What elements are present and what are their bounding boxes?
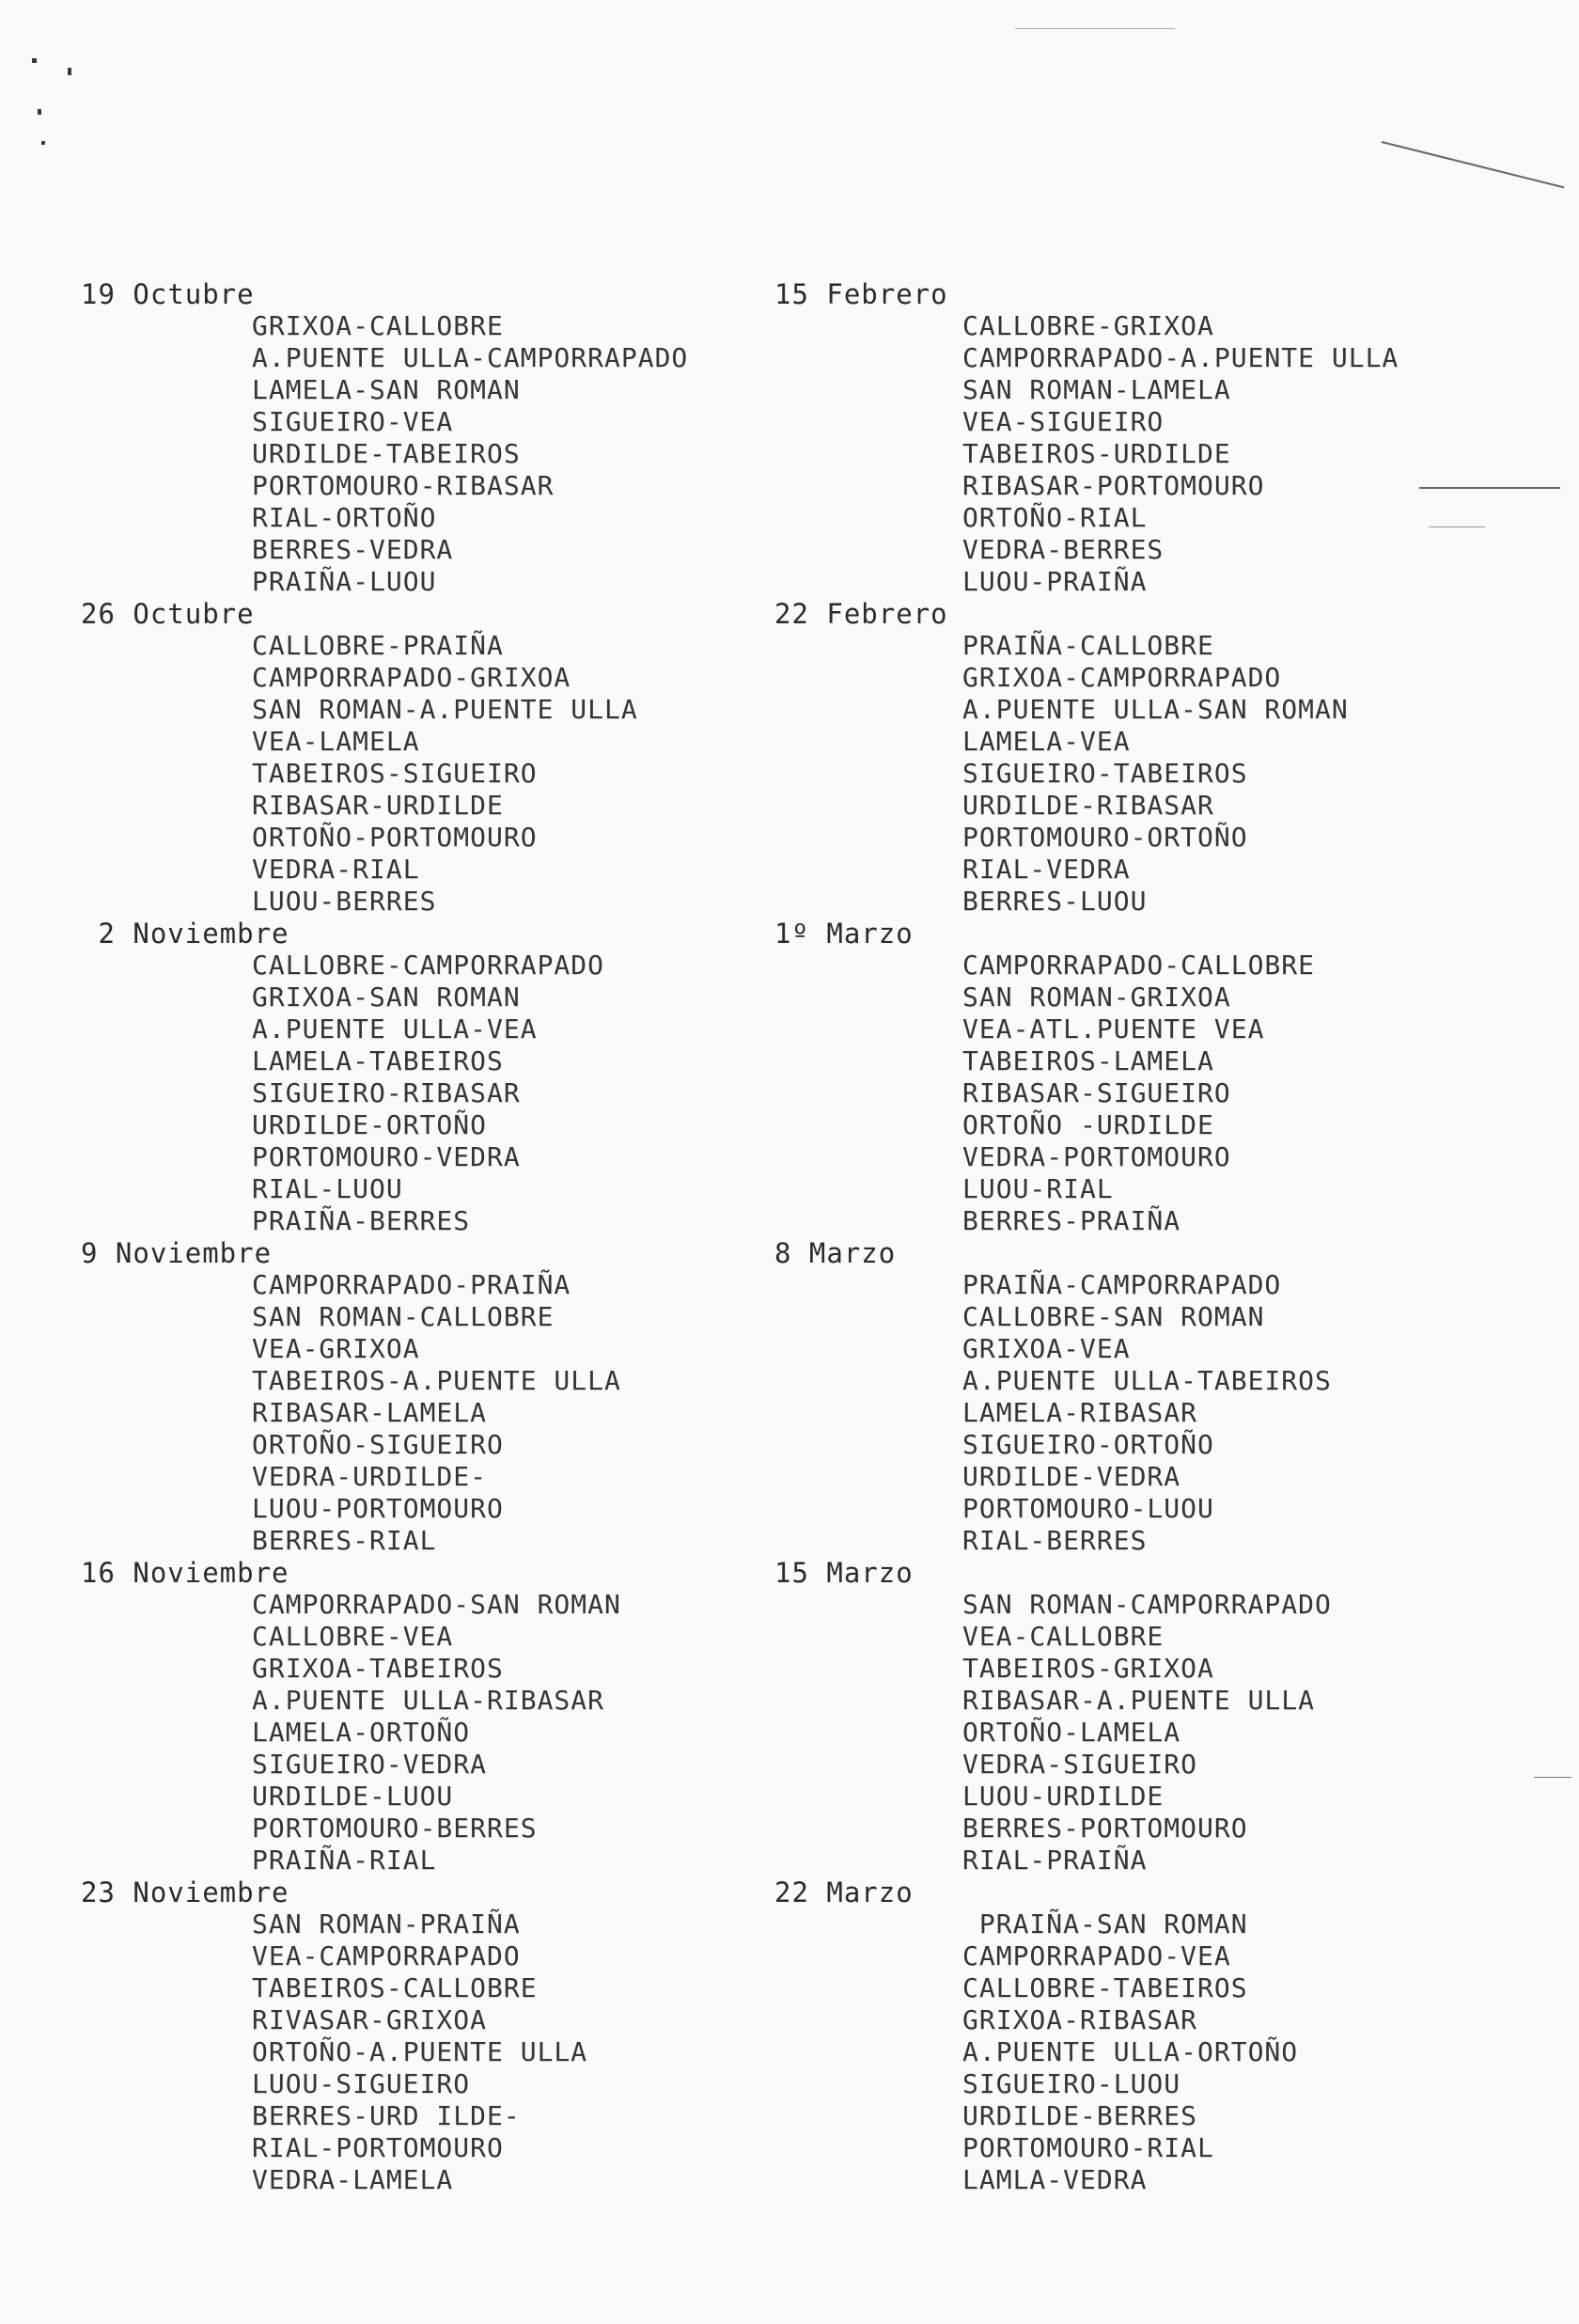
match-line: GRIXOA-CAMPORRAPADO [962,662,1282,693]
match-line: SAN ROMAN-A.PUENTE ULLA [252,694,638,725]
match-line: PRAIÑA-SAN ROMAN [962,1908,1248,1939]
match-line: SIGUEIRO-RIBASAR [252,1077,521,1108]
match-line: LUOU-RIAL [962,1173,1114,1204]
match-line: LUOU-URDILDE [962,1781,1165,1812]
match-line: URDILDE-BERRES [962,2100,1198,2131]
match-line: PORTOMOURO-RIBASAR [252,470,555,501]
round-block [774,1557,1545,1876]
match-line: SAN ROMAN-CALLOBRE [252,1301,555,1332]
scan-line-top-right [1382,141,1565,188]
round-date: 16 Noviembre [81,1557,289,1589]
match-line: CAMPORRAPADO-GRIXOA [252,662,571,693]
round-block [81,1557,795,1876]
match-line: PORTOMOURO-ORTOÑO [962,822,1248,853]
match-line: CALLOBRE-PRAIÑA [252,630,504,661]
match-line: SIGUEIRO-VEA [252,406,454,437]
match-line: A.PUENTE ULLA-TABEIROS [962,1365,1332,1396]
match-line: LAMELA-SAN ROMAN [252,374,521,405]
match-line: RIBASAR-SIGUEIRO [962,1077,1231,1108]
match-line: BERRES-LUOU [962,886,1148,917]
match-line: URDILDE-LUOU [252,1781,454,1812]
scan-mark-top-left-3 [38,109,41,115]
match-line: VEA-ATL.PUENTE VEA [962,1013,1265,1044]
round-date: 22 Febrero [774,598,948,630]
match-line: PRAIÑA-RIAL [252,1845,437,1876]
scan-mark-top-left-2 [68,68,71,75]
match-line: CAMPORRAPADO-VEA [962,1940,1231,1971]
match-line: PORTOMOURO-BERRES [252,1813,538,1844]
match-line: VEDRA-SIGUEIRO [962,1749,1198,1780]
match-line: ORTOÑO-A.PUENTE ULLA [252,2036,588,2067]
match-line: VEDRA-RIAL [252,854,420,885]
match-line: TABEIROS-A.PUENTE ULLA [252,1365,621,1396]
round-block [81,1876,795,2196]
match-line: URDILDE-TABEIROS [252,438,521,469]
round-block [81,918,795,1237]
scan-mark-top-left-1 [32,58,37,63]
round-block [774,1876,1545,2196]
match-line: RIAL-LUOU [252,1173,403,1204]
match-line: VEDRA-PORTOMOURO [962,1141,1231,1172]
match-line: RIAL-PRAIÑA [962,1845,1148,1876]
scan-line-top-center [1015,28,1175,29]
match-line: LUOU-PRAIÑA [962,566,1148,597]
match-line: CALLOBRE-SAN ROMAN [962,1301,1265,1332]
match-line: A.PUENTE ULLA-RIBASAR [252,1685,605,1716]
round-date: 8 Marzo [774,1237,897,1269]
match-line: A.PUENTE ULLA-ORTOÑO [962,2036,1299,2067]
match-line: BERRES-RIAL [252,1525,437,1556]
match-line: ORTOÑO-PORTOMOURO [252,822,538,853]
match-line: LAMLA-VEDRA [962,2164,1148,2195]
match-line: PORTOMOURO-VEDRA [252,1141,521,1172]
round-date: 23 Noviembre [81,1876,289,1908]
round-date: 15 Marzo [774,1557,914,1589]
match-line: ORTOÑO-SIGUEIRO [252,1429,504,1460]
round-date: 19 Octubre [81,278,255,310]
match-line: BERRES-URD ILDE- [252,2100,521,2131]
round-block [81,598,795,918]
match-line: URDILDE-VEDRA [962,1461,1181,1492]
round-block [774,918,1545,1237]
match-line: CALLOBRE-CAMPORRAPADO [252,950,605,981]
match-line: GRIXOA-VEA [962,1333,1131,1364]
match-line: RIAL-PORTOMOURO [252,2132,504,2163]
round-date: 1º Marzo [774,918,914,950]
match-line: VEDRA-LAMELA [252,2164,454,2195]
match-line: SAN ROMAN-GRIXOA [962,981,1231,1013]
match-line: RIAL-VEDRA [962,854,1131,885]
match-line: ORTOÑO -URDILDE [962,1109,1214,1140]
round-date: 26 Octubre [81,598,255,630]
scan-mark-top-left-4 [41,141,45,145]
match-line: CALLOBRE-TABEIROS [962,1972,1248,2003]
round-date: 15 Febrero [774,278,948,310]
match-line: BERRES-PORTOMOURO [962,1813,1248,1844]
round-block [81,1237,795,1557]
match-line: PORTOMOURO-RIAL [962,2132,1214,2163]
match-line: GRIXOA-CALLOBRE [252,310,504,341]
match-line: CALLOBRE-VEA [252,1621,454,1652]
match-line: SAN ROMAN-CAMPORRAPADO [962,1589,1332,1620]
match-line: A.PUENTE ULLA-VEA [252,1013,538,1044]
left-schedule-column [81,278,795,2196]
match-line: RIAL-ORTOÑO [252,502,437,533]
match-line: BERRES-PRAIÑA [962,1205,1181,1236]
match-line: PRAIÑA-BERRES [252,1205,471,1236]
match-line: RIBASAR-LAMELA [252,1397,488,1428]
match-line: LAMELA-VEA [962,726,1131,757]
match-line: SAN ROMAN-LAMELA [962,374,1231,405]
match-line: RIAL-BERRES [962,1525,1148,1556]
match-line: LUOU-BERRES [252,886,437,917]
match-line: VEA-CALLOBRE [962,1621,1165,1652]
match-line: ORTOÑO-RIAL [962,502,1148,533]
match-line: CAMPORRAPADO-PRAIÑA [252,1269,571,1300]
round-block [774,278,1545,598]
round-block [774,1237,1545,1557]
match-line: CALLOBRE-GRIXOA [962,310,1214,341]
match-line: PORTOMOURO-LUOU [962,1493,1214,1524]
match-line: SIGUEIRO-VEDRA [252,1749,488,1780]
match-line: URDILDE-ORTOÑO [252,1109,488,1140]
match-line: GRIXOA-RIBASAR [962,2004,1198,2035]
match-line: LAMELA-RIBASAR [962,1397,1198,1428]
match-line: SIGUEIRO-LUOU [962,2068,1181,2099]
round-block [774,598,1545,918]
round-block [81,278,795,598]
round-date: 9 Noviembre [81,1237,273,1269]
match-line: URDILDE-RIBASAR [962,790,1214,821]
match-line: LAMELA-TABEIROS [252,1045,504,1076]
match-line: CAMPORRAPADO-CALLOBRE [962,950,1316,981]
match-line: SIGUEIRO-ORTOÑO [962,1429,1214,1460]
match-line: RIBASAR-PORTOMOURO [962,470,1265,501]
match-line: LUOU-SIGUEIRO [252,2068,471,2099]
match-line: CAMPORRAPADO-A.PUENTE ULLA [962,342,1399,373]
match-line: TABEIROS-GRIXOA [962,1653,1214,1684]
match-line: RIBASAR-URDILDE [252,790,504,821]
match-line: PRAIÑA-LUOU [252,566,437,597]
match-line: VEA-LAMELA [252,726,420,757]
match-line: VEA-GRIXOA [252,1333,420,1364]
match-line: A.PUENTE ULLA-CAMPORRAPADO [252,342,689,373]
match-line: VEDRA-BERRES [962,534,1165,565]
match-line: LAMELA-ORTOÑO [252,1717,471,1748]
match-line: A.PUENTE ULLA-SAN ROMAN [962,694,1349,725]
match-line: TABEIROS-CALLOBRE [252,1972,538,2003]
match-line: SIGUEIRO-TABEIROS [962,758,1248,789]
match-line: PRAIÑA-CALLOBRE [962,630,1214,661]
match-line: PRAIÑA-CAMPORRAPADO [962,1269,1282,1300]
match-line: GRIXOA-SAN ROMAN [252,981,521,1013]
match-line: ORTOÑO-LAMELA [962,1717,1181,1748]
match-line: BERRES-VEDRA [252,534,454,565]
match-line: TABEIROS-LAMELA [962,1045,1214,1076]
match-line: SAN ROMAN-PRAIÑA [252,1908,521,1939]
match-line: CAMPORRAPADO-SAN ROMAN [252,1589,621,1620]
match-line: VEA-CAMPORRAPADO [252,1940,521,1971]
match-line: RIVASAR-GRIXOA [252,2004,488,2035]
match-line: RIBASAR-A.PUENTE ULLA [962,1685,1316,1716]
match-line: GRIXOA-TABEIROS [252,1653,504,1684]
round-date: 2 Noviembre [81,918,289,950]
right-schedule-column [774,278,1545,2196]
match-line: TABEIROS-URDILDE [962,438,1231,469]
match-line: LUOU-PORTOMOURO [252,1493,504,1524]
match-line: VEDRA-URDILDE- [252,1461,488,1492]
match-line: VEA-SIGUEIRO [962,406,1165,437]
match-line: TABEIROS-SIGUEIRO [252,758,538,789]
round-date: 22 Marzo [774,1876,914,1908]
